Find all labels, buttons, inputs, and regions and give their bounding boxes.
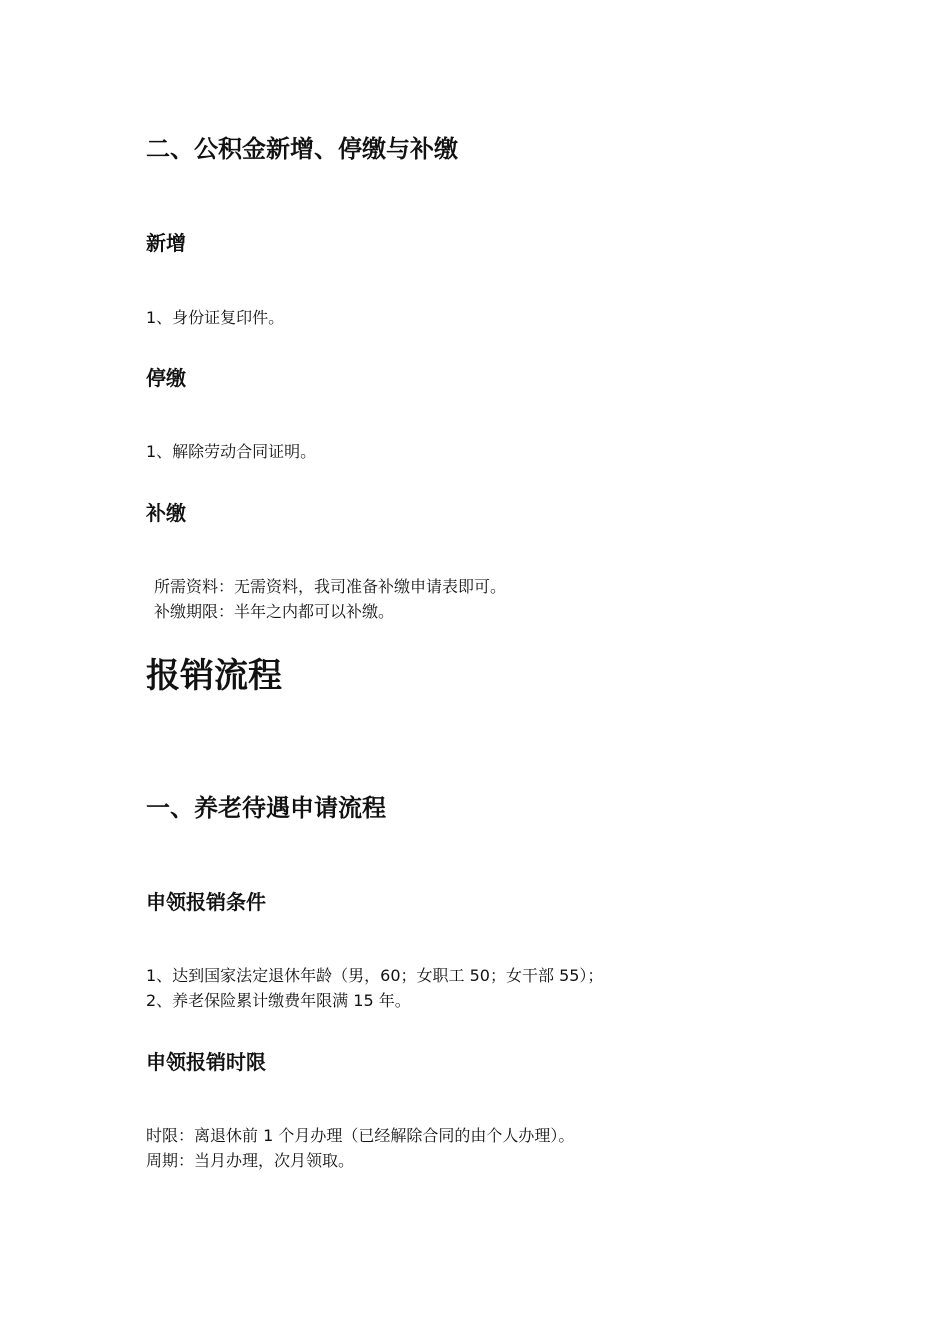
supplement-subheading: 补缴 <box>146 501 186 525</box>
supplement-period: 补缴期限：半年之内都可以补缴。 <box>154 602 395 621</box>
supplement-materials: 所需资料：无需资料，我司准备补缴申请表即可。 <box>154 577 507 596</box>
fund-section-heading: 二、公积金新增、停缴与补缴 <box>146 135 458 163</box>
stop-item-1: 1、解除劳动合同证明。 <box>146 442 317 461</box>
time-limit-subheading: 申领报销时限 <box>146 1050 266 1074</box>
time-limit-item: 时限：离退休前 1 个月办理（已经解除合同的由个人办理）。 <box>146 1126 575 1145</box>
conditions-item-2: 2、养老保险累计缴费年限满 15 年。 <box>146 991 411 1010</box>
cycle-item: 周期：当月办理，次月领取。 <box>146 1151 355 1170</box>
new-subheading: 新增 <box>146 231 186 255</box>
reimburse-process-title: 报销流程 <box>146 656 282 696</box>
pension-section-heading: 一、养老待遇申请流程 <box>146 794 386 822</box>
conditions-subheading: 申领报销条件 <box>146 890 266 914</box>
new-item-1: 1、身份证复印件。 <box>146 308 285 327</box>
stop-subheading: 停缴 <box>146 366 186 390</box>
conditions-item-1: 1、达到国家法定退休年龄（男，60；女职工 50；女干部 55）； <box>146 966 604 985</box>
